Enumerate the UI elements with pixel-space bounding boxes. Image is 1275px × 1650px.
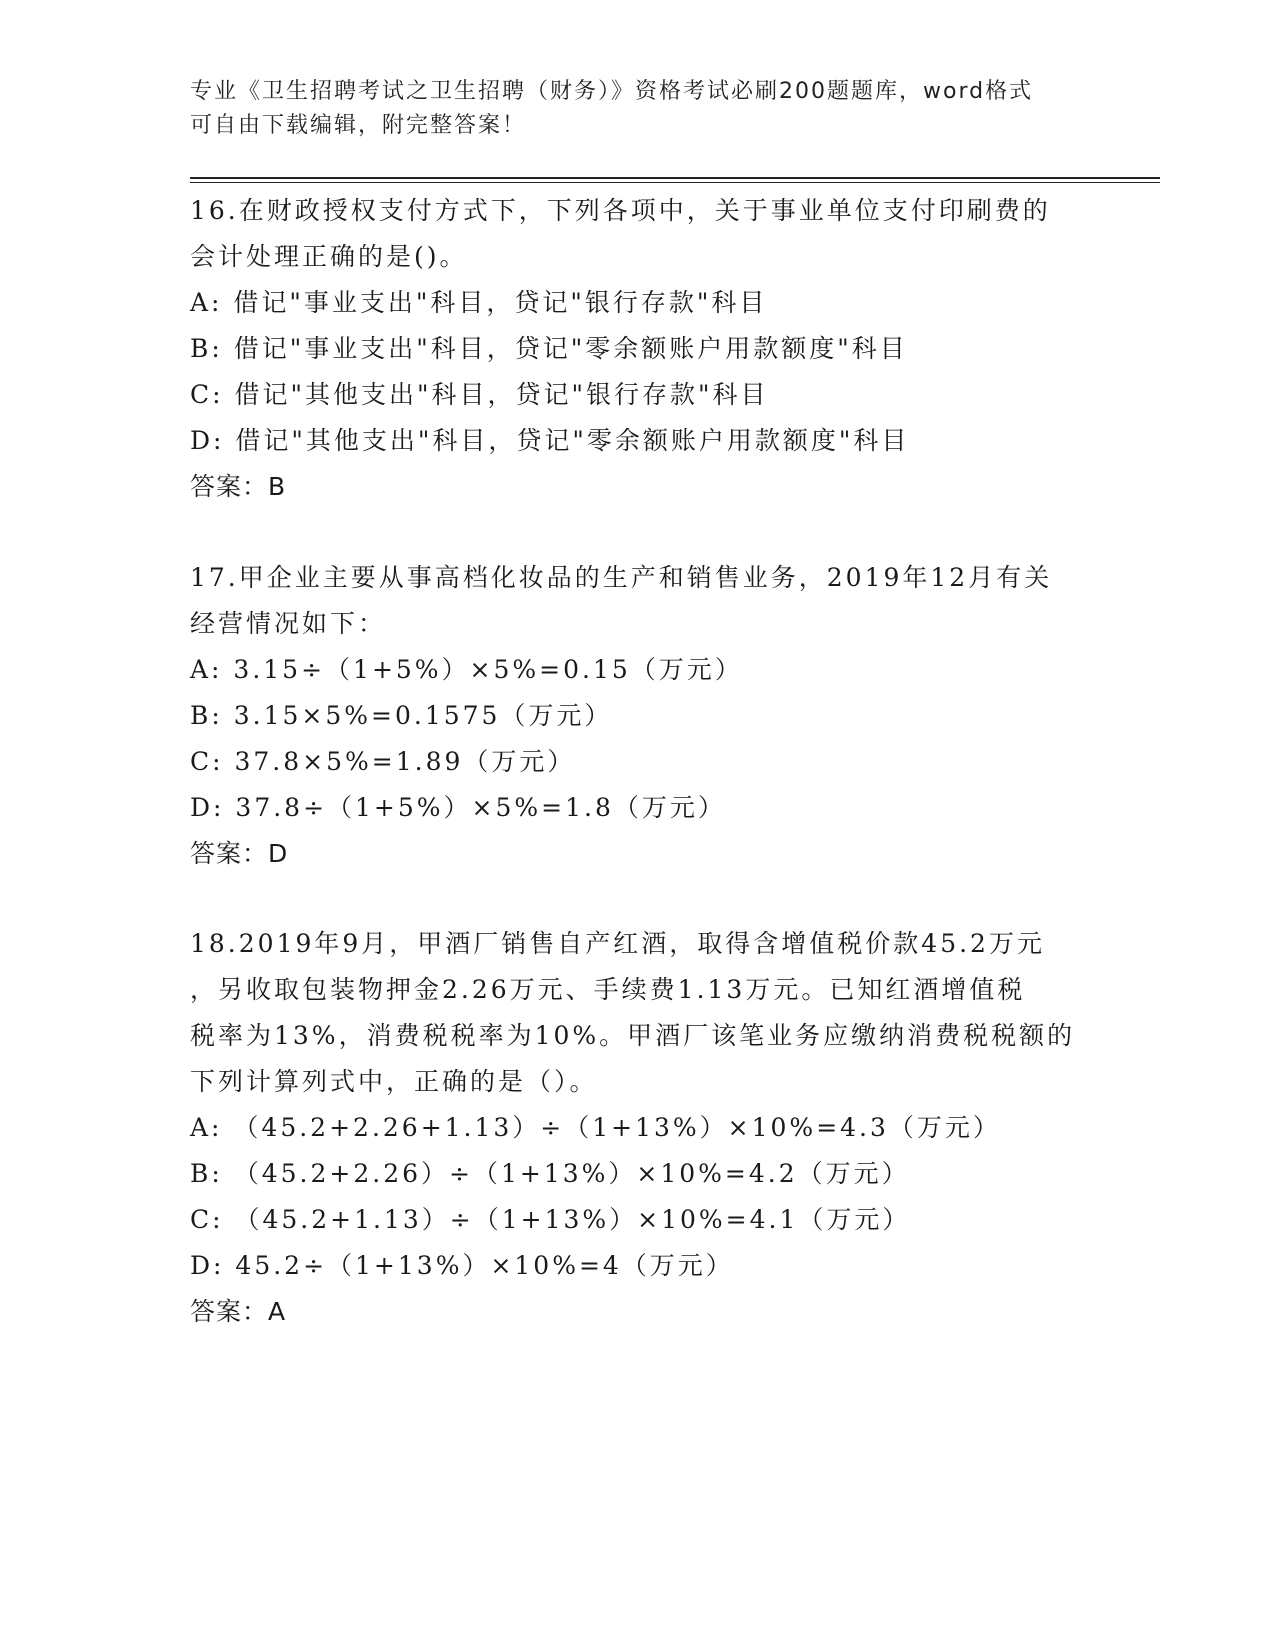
answer-line: 答案：D xyxy=(190,839,289,868)
option-d: D: 借记"其他支出"科目，贷记"零余额账户用款额度"科目 xyxy=(190,426,910,455)
option-d: D: 45.2÷（1+13%）×10%=4（万元） xyxy=(190,1251,734,1280)
question-16 xyxy=(190,188,1090,510)
header-line-1: 专业《卫生招聘考试之卫生招聘（财务）》资格考试必刷200题题库，word格式 xyxy=(190,79,1034,104)
question-stem-line: 税率为13%，消费税税率为10%。甲酒厂该笔业务应缴纳消费税税额的 xyxy=(190,1021,1076,1050)
option-b: B: 3.15×5%=0.1575（万元） xyxy=(190,701,613,730)
question-stem-line: ，另收取包装物押金2.26万元、手续费1.13万元。已知红酒增值税 xyxy=(190,975,1026,1004)
page-header xyxy=(190,75,1090,143)
question-stem-line: 17.甲企业主要从事高档化妆品的生产和销售业务，2019年12月有关 xyxy=(190,563,1053,592)
question-stem-line: 经营情况如下： xyxy=(190,609,387,638)
option-c: C: （45.2+1.13）÷（1+13%）×10%=4.1（万元） xyxy=(190,1205,911,1234)
header-divider-thick xyxy=(190,177,1160,179)
header-divider-thin xyxy=(190,182,1160,183)
question-stem-line: 会计处理正确的是()。 xyxy=(190,242,468,271)
option-b: B: （45.2+2.26）÷（1+13%）×10%=4.2（万元） xyxy=(190,1159,910,1188)
option-c: C: 37.8×5%=1.89（万元） xyxy=(190,747,576,776)
option-a: A: 借记"事业支出"科目，贷记"银行存款"科目 xyxy=(190,288,768,317)
question-stem-line: 18.2019年9月，甲酒厂销售自产红酒，取得含增值税价款45.2万元 xyxy=(190,929,1045,958)
question-stem-line: 16.在财政授权支付方式下，下列各项中，关于事业单位支付印刷费的 xyxy=(190,196,1051,225)
option-a: A: 3.15÷（1+5%）×5%=0.15（万元） xyxy=(190,655,743,684)
answer-line: 答案：A xyxy=(190,1297,287,1326)
option-a: A: （45.2+2.26+1.13）÷（1+13%）×10%=4.3（万元） xyxy=(190,1113,1001,1142)
option-b: B: 借记"事业支出"科目，贷记"零余额账户用款额度"科目 xyxy=(190,334,908,363)
question-17 xyxy=(190,555,1090,877)
answer-line: 答案：B xyxy=(190,472,287,501)
option-c: C: 借记"其他支出"科目，贷记"银行存款"科目 xyxy=(190,380,769,409)
header-line-2: 可自由下载编辑，附完整答案！ xyxy=(190,113,527,138)
question-stem-line: 下列计算列式中，正确的是（）。 xyxy=(190,1067,598,1096)
option-d: D: 37.8÷（1+5%）×5%=1.8（万元） xyxy=(190,793,726,822)
question-18 xyxy=(190,921,1090,1335)
